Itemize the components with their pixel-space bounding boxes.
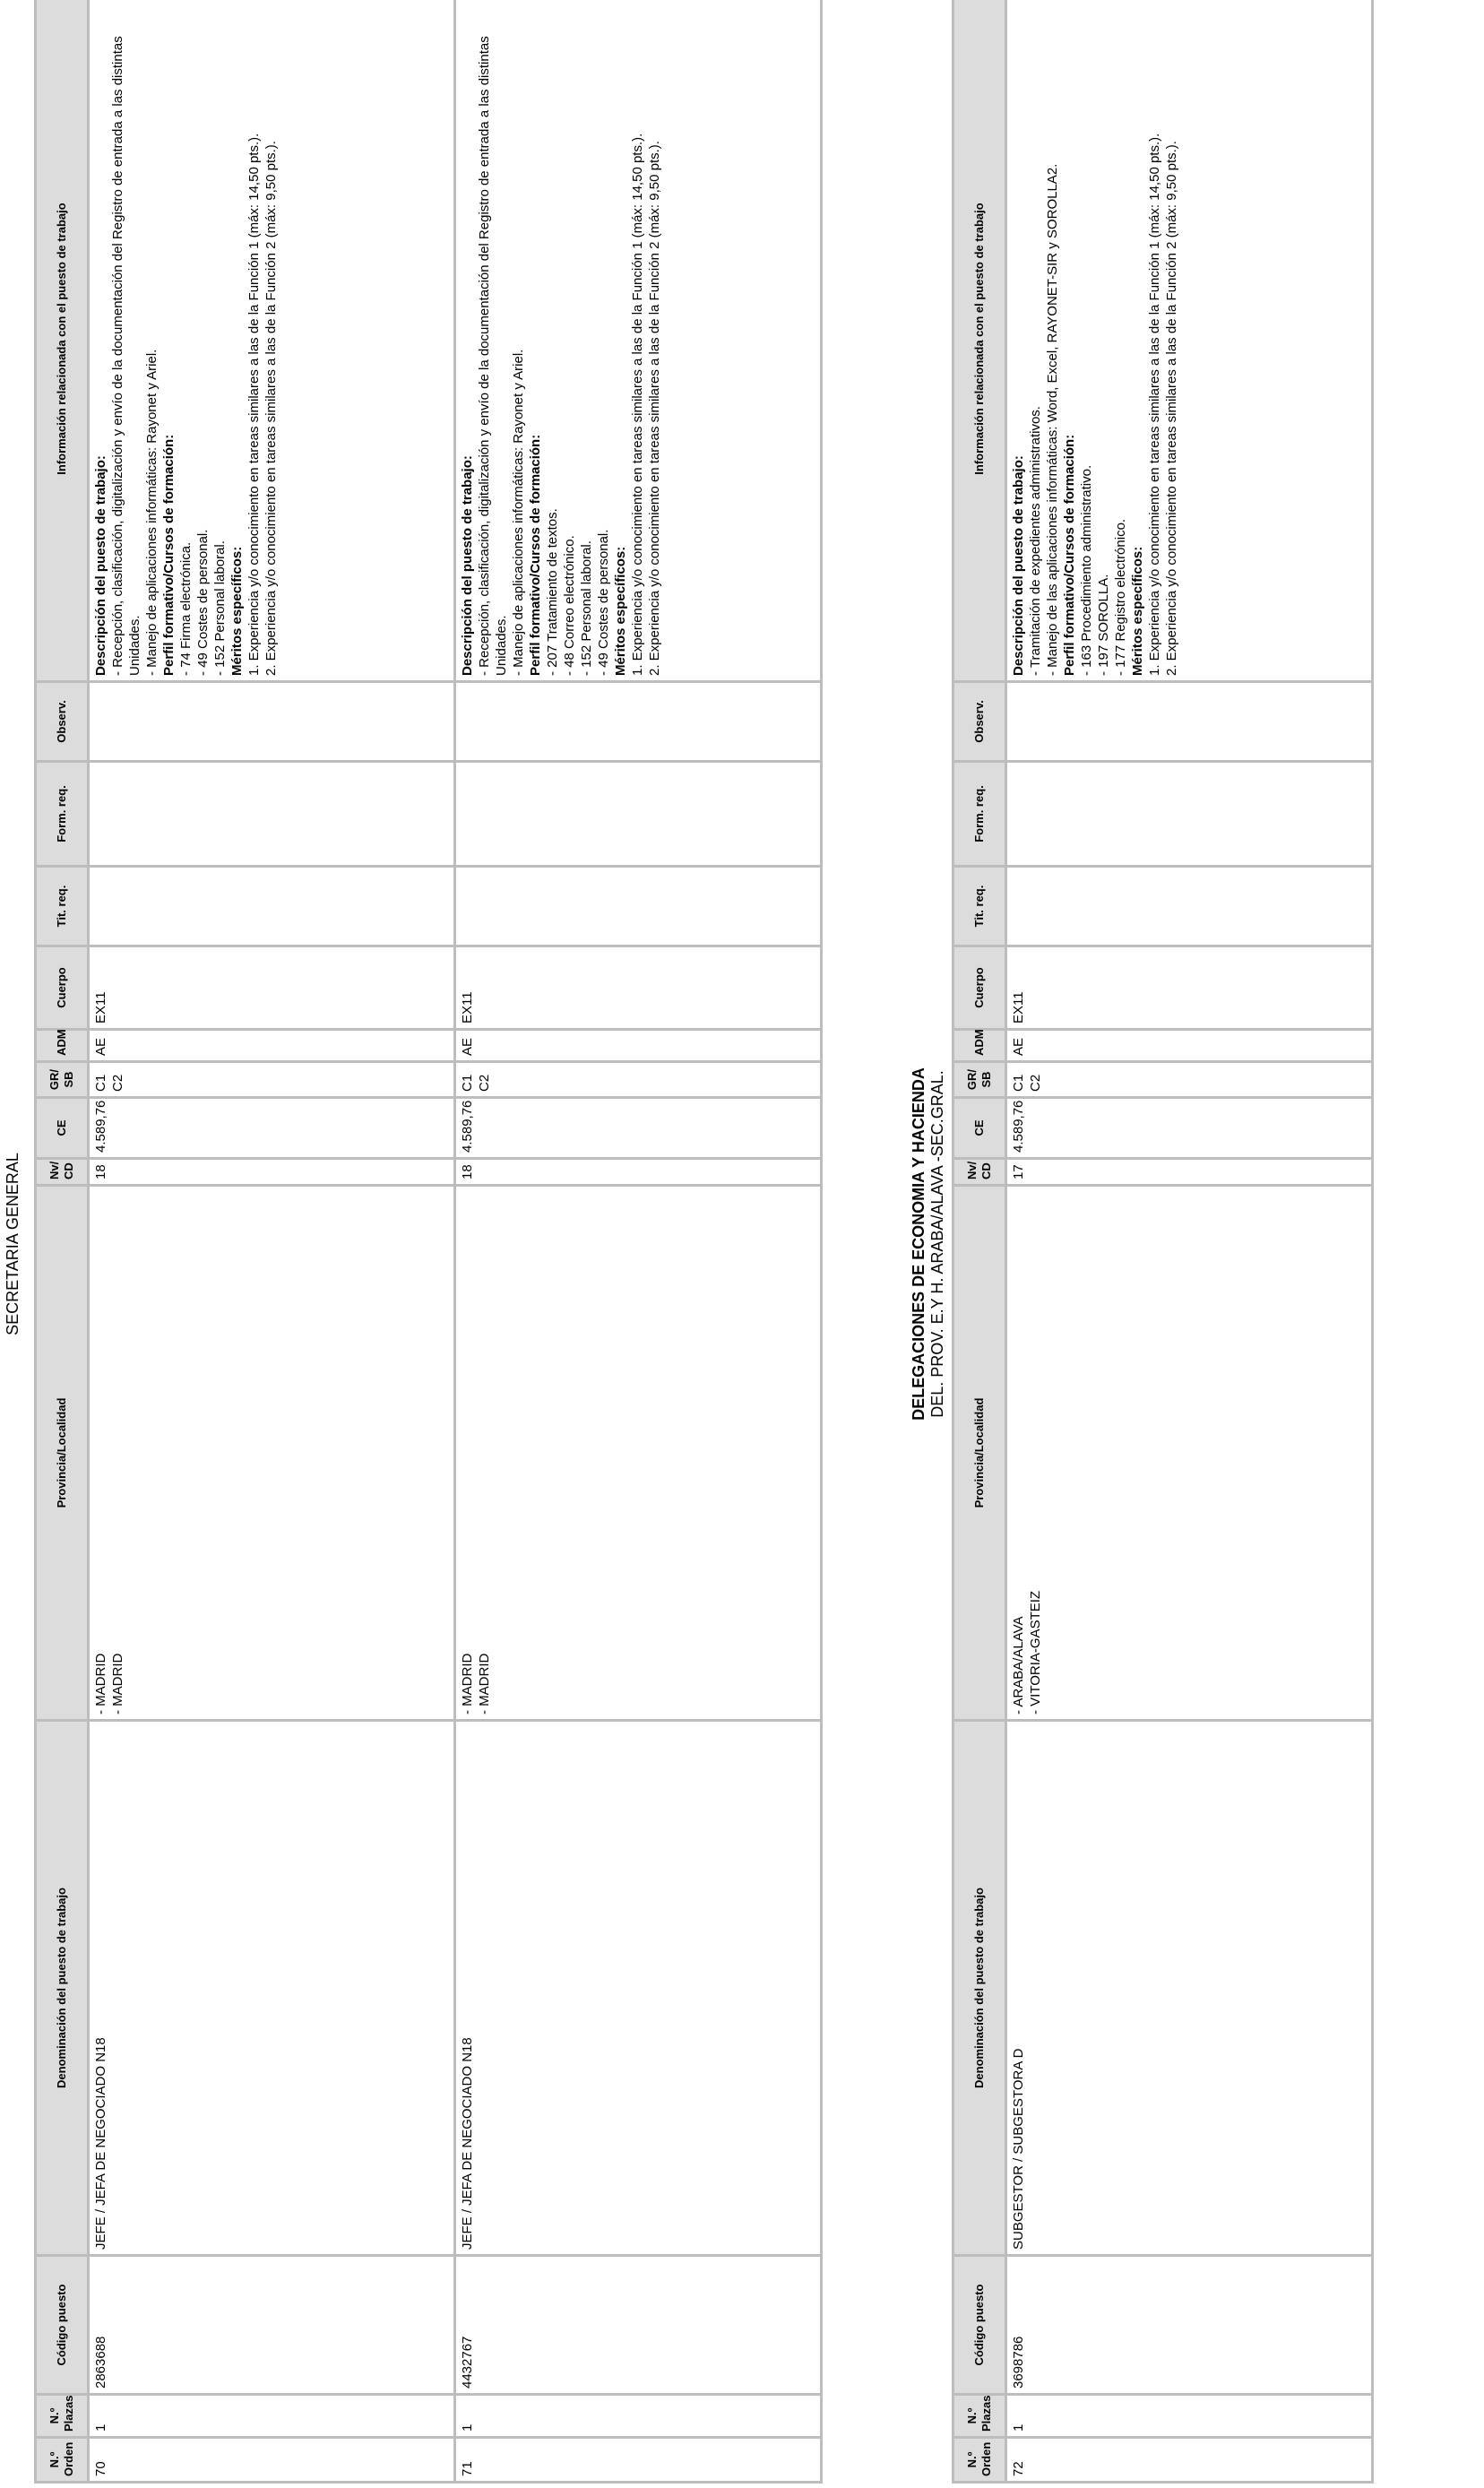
table-row	[455, 0, 822, 2483]
column-header: Nv/ CD	[36, 1159, 89, 1186]
cell-denominacion: JEFE / JEFA DE NEGOCIADO N18	[455, 1721, 822, 2256]
cell-tit	[1006, 867, 1373, 946]
cell-codigo: 4432767	[455, 2256, 822, 2395]
info-heading: Méritos específicos:	[1130, 546, 1145, 676]
column-header: Información relacionada con el puesto de trabajo	[953, 0, 1006, 682]
info-heading: Descripción del puesto de trabajo:	[93, 455, 108, 676]
cell-form	[455, 762, 822, 867]
info-heading: Méritos específicos:	[613, 546, 628, 676]
cell-observ	[1006, 682, 1373, 762]
cell-grupo-line: C2	[110, 1074, 125, 1092]
cell-grupo	[89, 1062, 455, 1098]
header-row	[36, 0, 89, 2483]
cell-localidad-line: - MADRID	[460, 1653, 475, 1715]
info-heading: Méritos específicos:	[229, 546, 245, 676]
cell-codigo: 3698786	[1006, 2256, 1373, 2395]
cell-observ	[455, 682, 822, 762]
info-line: 1. Experiencia y/o conocimiento en tareas similares a las de la Función 1 (máx: 14,50 pts.).	[1147, 133, 1162, 676]
cell-observ	[89, 682, 455, 762]
cell-cuerpo: EX11	[89, 946, 455, 1030]
cell-codigo: 2863688	[89, 2256, 455, 2395]
cell-orden: 70	[89, 2438, 455, 2483]
info-heading: Descripción del puesto de trabajo:	[1011, 455, 1026, 676]
column-header: Información relacionada con el puesto de trabajo	[36, 0, 89, 682]
header-row	[953, 0, 1006, 2483]
info-line: - 163 Procedimiento administrativo.	[1079, 464, 1094, 676]
info-line: 2. Experiencia y/o conocimiento en tareas similares a las de la Función 2 (máx: 9,50 pts.).	[1164, 141, 1179, 676]
cell-tit	[89, 867, 455, 946]
cell-orden: 71	[455, 2438, 822, 2483]
info-line: - 49 Costes de personal.	[596, 529, 611, 676]
column-header: Form. req.	[953, 762, 1006, 867]
positions-table-1	[34, 0, 823, 2484]
column-header: Provincia/Localidad	[36, 1186, 89, 1721]
cell-form	[1006, 762, 1373, 867]
column-header: CE	[953, 1098, 1006, 1159]
positions-table-2	[952, 0, 1374, 2484]
section-2-heading	[910, 0, 947, 2488]
info-line: - 48 Correo electrónico.	[562, 535, 577, 676]
info-line: - 177 Registro electrónico.	[1113, 518, 1128, 676]
column-header: Nv/ CD	[953, 1159, 1006, 1186]
cell-denominacion: SUBGESTOR / SUBGESTORA D	[1006, 1721, 1373, 2256]
cell-grupo-line: C1	[460, 1074, 475, 1092]
cell-info	[89, 0, 455, 682]
column-header: Tit. req.	[953, 867, 1006, 946]
column-header: N.º Plazas	[36, 2395, 89, 2438]
cell-grupo-line: C1	[1011, 1074, 1026, 1092]
info-line: 1. Experiencia y/o conocimiento en tareas similares a las de la Función 1 (máx: 14,50 pts.).	[630, 133, 645, 676]
cell-ce: 4.589,76	[1006, 1098, 1373, 1159]
column-header: GR/ SB	[36, 1062, 89, 1098]
info-line: 2. Experiencia y/o conocimiento en tareas similares a las de la Función 2 (máx: 9,50 pts.).	[263, 141, 279, 676]
column-header: Denominación del puesto de trabajo	[36, 1721, 89, 2256]
info-line: - Manejo de las aplicaciones informáticas: Word, Excel, RAYONET-SIR y SOROLLA2.	[1045, 163, 1060, 676]
cell-localidad	[455, 1186, 822, 1721]
cell-grupo	[455, 1062, 822, 1098]
cell-denominacion: JEFE / JEFA DE NEGOCIADO N18	[89, 1721, 455, 2256]
section-1-heading	[4, 0, 22, 2488]
cell-orden: 72	[1006, 2438, 1373, 2483]
cell-nivel: 18	[455, 1159, 822, 1186]
cell-cuerpo: EX11	[1006, 946, 1373, 1030]
cell-plazas: 1	[1006, 2395, 1373, 2438]
cell-localidad	[89, 1186, 455, 1721]
cell-nivel: 18	[89, 1159, 455, 1186]
column-header: Código puesto	[953, 2256, 1006, 2395]
cell-grupo-line: C2	[1028, 1074, 1043, 1092]
info-line: 1. Experiencia y/o conocimiento en tareas similares a las de la Función 1 (máx: 14,50 pts.).	[246, 133, 262, 676]
cell-grupo-line: C2	[477, 1074, 492, 1092]
info-line: - 74 Firma electrónica.	[178, 541, 194, 676]
cell-grupo	[1006, 1062, 1373, 1098]
info-line: - Recepción, clasificación, digitalización y envío de la documentación del Registro de entrada a las distintas Unidades.	[110, 36, 142, 676]
info-line: - Manejo de aplicaciones informáticas: Rayonet y Ariel.	[511, 349, 526, 676]
column-header: Cuerpo	[36, 946, 89, 1030]
column-header: Observ.	[36, 682, 89, 762]
info-heading: Perfil formativo/Cursos de formación:	[528, 434, 543, 676]
info-line: - 49 Costes de personal.	[195, 529, 211, 676]
cell-info	[455, 0, 822, 682]
cell-plazas: 1	[89, 2395, 455, 2438]
column-header: CE	[36, 1098, 89, 1159]
info-line: 2. Experiencia y/o conocimiento en tareas similares a las de la Función 2 (máx: 9,50 pts.).	[647, 141, 662, 676]
section-subtitle: DEL. PROV. E.Y H. ARABA/ALAVA -SEC.GRAL.	[928, 1070, 946, 1418]
column-header: Form. req.	[36, 762, 89, 867]
info-line: - 207 Tratamiento de textos.	[545, 508, 560, 676]
table-row	[89, 0, 455, 2483]
column-header: Provincia/Localidad	[953, 1186, 1006, 1721]
cell-form	[89, 762, 455, 867]
cell-plazas: 1	[455, 2395, 822, 2438]
column-header: Observ.	[953, 682, 1006, 762]
cell-cuerpo: EX11	[455, 946, 822, 1030]
cell-ce: 4.589,76	[89, 1098, 455, 1159]
cell-localidad-line: - MADRID	[93, 1653, 108, 1715]
column-header: GR/ SB	[953, 1062, 1006, 1098]
info-line: - 152 Personal laboral.	[579, 540, 594, 676]
info-line: - Recepción, clasificación, digitalización y envío de la documentación del Registro de entrada a las distintas Unidades.	[477, 36, 509, 676]
cell-adm: AE	[89, 1030, 455, 1062]
info-line: - Tramitación de expedientes administrativos.	[1028, 406, 1043, 676]
info-heading: Perfil formativo/Cursos de formación:	[1062, 434, 1077, 676]
column-header: Denominación del puesto de trabajo	[953, 1721, 1006, 2256]
cell-localidad-line: - MADRID	[477, 1653, 492, 1715]
column-header: N.º Plazas	[953, 2395, 1006, 2438]
info-heading: Descripción del puesto de trabajo:	[460, 455, 475, 676]
section-title: DELEGACIONES DE ECONOMIA Y HACIENDA	[910, 1067, 928, 1421]
cell-grupo-line: C1	[93, 1074, 108, 1092]
column-header: Tit. req.	[36, 867, 89, 946]
info-line: - 197 SOROLLA.	[1096, 574, 1111, 676]
table-row	[1006, 0, 1373, 2483]
column-header: N.º Orden	[953, 2438, 1006, 2483]
column-header: Cuerpo	[953, 946, 1006, 1030]
cell-adm: AE	[455, 1030, 822, 1062]
cell-tit	[455, 867, 822, 946]
column-header: ADM	[953, 1030, 1006, 1062]
column-header: N.º Orden	[36, 2438, 89, 2483]
cell-adm: AE	[1006, 1030, 1373, 1062]
cell-info	[1006, 0, 1373, 682]
cell-localidad	[1006, 1186, 1373, 1721]
info-line: - Manejo de aplicaciones informáticas: Rayonet y Ariel.	[144, 349, 160, 676]
cell-localidad-line: - ARABA/ALAVA	[1011, 1616, 1026, 1715]
info-line: - 152 Personal laboral.	[212, 540, 228, 676]
column-header: Código puesto	[36, 2256, 89, 2395]
cell-localidad-line: - VITORIA-GASTEIZ	[1028, 1590, 1043, 1715]
column-header: ADM	[36, 1030, 89, 1062]
info-heading: Perfil formativo/Cursos de formación:	[161, 434, 177, 676]
cell-nivel: 17	[1006, 1159, 1373, 1186]
cell-ce: 4.589,76	[455, 1098, 822, 1159]
section-subtitle: SECRETARIA GENERAL	[4, 1153, 22, 1335]
cell-localidad-line: - MADRID	[110, 1653, 125, 1715]
